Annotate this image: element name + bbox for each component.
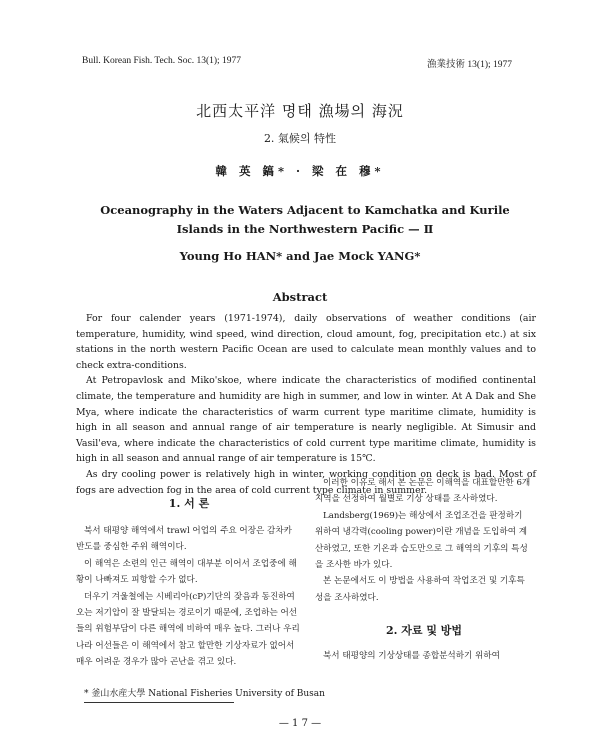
section-2-body [315,648,533,664]
authors-english: Young Ho HAN* and Jae Mock YANG* [179,249,421,263]
left-paragraph-3: 더우기 겨울철에는 시베리아(cP)기단의 잦음과 동진하여 오는 저기압이 잘 발달되는 경로이기 때문에, 조업하는 어선들의 위험부담이 다른 해역에 비하여 매우 높다. 그러나 우리 나라 어선들은 이 해역에서 참고 할만한 기상자료가 없어서 매우 어려운 경우가 많아 곤난을 겪고 있다. [76,591,300,668]
abstract-paragraph-1: For four calender years (1971-1974), daily observations of weather conditions (air temperature, humidity, wind speed, wind direction, cloud amount, fog, precipitation etc.) at six stations in the north western Pacific Ocean are used to calculate mean monthly values and to check extra-conditions. [76,313,536,371]
title-english [80,201,530,239]
section-2-heading: 2. 자료 및 방법 [385,624,463,637]
section-2-paragraph: 북서 태평양의 기상상태를 종합분석하기 위하여 [323,651,500,661]
footnote: * 釜山水産大學 National Fisheries University of Busan [84,689,325,699]
title-english-line-2: Islands in the Northwestern Pacific — Ⅱ [176,222,434,236]
right-paragraph-2: Landsberg(1969)는 해상에서 조업조건을 판정하기 위하여 냉각력(cooling power)이란 개념을 도입하여 계산하였고, 또한 기온과 습도만으로 그 해역의 기후의 특성을 조사한 바가 있다. [315,510,528,571]
footnote-rule [84,702,234,703]
title-korean: 北西太平洋 명태 漁場의 海況 [196,102,404,120]
abstract-heading: Abstract [272,290,328,304]
left-column [76,523,300,671]
left-paragraph-1: 북서 태평양 해역에서 trawl 어업의 주요 어장은 감차카반도를 중심한 주위 해역이다. [76,526,292,553]
section-1-heading: 1. 서 론 [168,497,210,510]
journal-header-left: Bull. Korean Fish. Tech. Soc. 13(1); 1977 [82,56,242,66]
abstract-paragraph-3: As dry cooling power is relatively high in winter, working condition on deck is bad. Most of fogs are advection fog in the area of cold current type climate in summer. [76,468,536,496]
authors-korean: 韓 英 鎬* · 梁 在 穆* [215,164,385,178]
page-number: — 1 7 — [278,718,322,729]
left-paragraph-2: 이 해역은 소련의 인근 해역이 대부분 이어서 조업중에 해황이 나빠져도 피항할 수가 없다. [76,558,297,586]
journal-header-right: 漁業技術 13(1); 1977 [427,60,512,70]
right-paragraph-1: 이러한 이유로 해서 본 논문은 이해역을 대표할만한 6개지역을 선정하여 월별로 기상 상태를 조사하였다. [315,478,531,505]
right-paragraph-3: 본 논문에서도 이 방법을 사용하여 작업조건 및 기후특성을 조사하였다. [315,576,525,603]
right-column [315,475,533,606]
title-english-line-1: Oceanography in the Waters Adjacent to Kamchatka and Kurile [100,203,510,217]
subtitle-korean: 2. 氣候의 特性 [263,132,337,145]
abstract-body [76,311,536,498]
abstract-paragraph-2: At Petropavlosk and Miko'skoe, where indicate the characteristics of modified continental climate, the temperature and humidity are high in summer, and low in winter. At A Dak and She Mya, where indicate the characteristics of warm current type maritime climate, humidity is high in all season and annual range of air temperature is nearly negligible. At Simusir and Vasil'eva, where indicate the characteristics of cold current type maritime climate, humidity is high in all season and annual range of air temperature is 15℃. [76,375,536,465]
